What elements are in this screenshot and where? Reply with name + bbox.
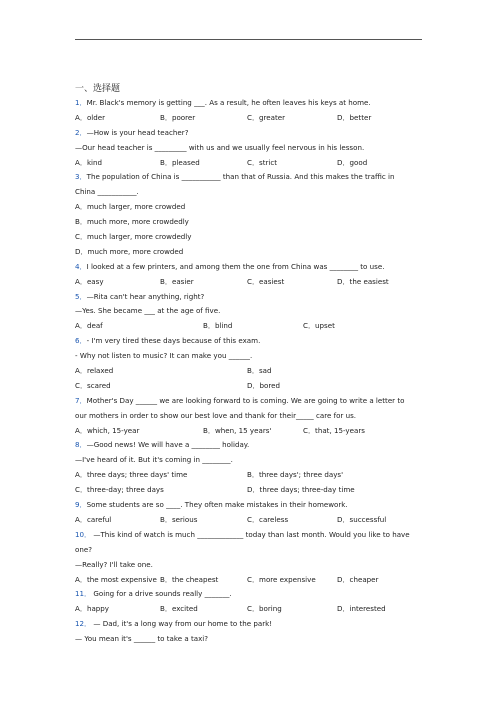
- question-text: —I've heard of it. But it's coming in ________.: [75, 455, 233, 465]
- answer-option[interactable]: C．boring: [247, 604, 282, 614]
- options-row: [75, 111, 425, 126]
- question-text: - I'm very tired these days because of this exam.: [86, 336, 261, 346]
- answer-option[interactable]: C．scared: [75, 380, 111, 390]
- answer-option[interactable]: A．easy: [75, 276, 104, 286]
- question-3: [75, 170, 425, 259]
- answer-option[interactable]: D．interested: [337, 604, 386, 614]
- answer-option[interactable]: D．good: [337, 157, 368, 167]
- answer-option[interactable]: B．easier: [160, 276, 194, 286]
- question-number: 11．: [75, 589, 92, 599]
- question-text: Mother's Day ______ we are looking forward to is coming. We are going to write a letter to: [86, 395, 405, 405]
- answer-option[interactable]: C．easiest: [247, 276, 285, 286]
- question-number: 4．: [75, 261, 87, 271]
- options-row: [75, 513, 425, 528]
- question-text: —This kind of watch is much _____________ today than last month. Would you like to have: [91, 529, 410, 539]
- answer-option[interactable]: A．three days; three days' time: [75, 470, 188, 480]
- answer-option[interactable]: C．three-day; three days: [75, 485, 164, 495]
- question-line: [75, 453, 425, 468]
- question-stem: [75, 587, 425, 602]
- question-text: —Really? I'll take one.: [75, 559, 153, 569]
- answer-option[interactable]: C．greater: [247, 112, 286, 122]
- question-number: 2．: [75, 127, 87, 137]
- answer-option[interactable]: B．excited: [160, 604, 198, 614]
- question-text: Going for a drive sounds really _______.: [91, 589, 232, 599]
- question-10: [75, 528, 425, 588]
- question-text: China ___________.: [75, 187, 139, 197]
- question-11: [75, 587, 425, 617]
- answer-option[interactable]: D．three days; three-day time: [247, 485, 355, 495]
- question-text: Some students are so ____. They often make mistakes in their homework.: [86, 500, 348, 510]
- question-stem: [75, 126, 425, 141]
- question-stem: [75, 334, 425, 349]
- question-line: [75, 185, 425, 200]
- question-line: [75, 304, 425, 319]
- question-text: Mr. Black's memory is getting ___. As a result, he often leaves his keys at home.: [86, 98, 371, 107]
- answer-option[interactable]: B．serious: [160, 514, 198, 524]
- question-1: [75, 96, 425, 126]
- question-9: [75, 498, 425, 528]
- options-row: [75, 468, 425, 483]
- options-row: [75, 156, 425, 171]
- answer-option[interactable]: A．deaf: [75, 321, 103, 331]
- answer-option[interactable]: B．pleased: [160, 157, 200, 167]
- question-8: [75, 438, 425, 498]
- question-list: [75, 96, 425, 647]
- answer-option[interactable]: B．three days'; three days': [247, 470, 344, 480]
- answer-option[interactable]: C．more expensive: [247, 574, 316, 584]
- answer-option[interactable]: D．cheaper: [337, 574, 379, 584]
- question-text: - Why not listen to music? It can make you ______.: [75, 351, 253, 361]
- question-text: —How is your head teacher?: [86, 127, 189, 137]
- options-row: [75, 364, 425, 379]
- question-4: [75, 260, 425, 290]
- question-6: [75, 334, 425, 394]
- question-number: 3．: [75, 172, 87, 182]
- options-row: [75, 602, 425, 617]
- answer-option[interactable]: A．relaxed: [75, 366, 114, 376]
- question-number: 12．: [75, 619, 92, 629]
- answer-option[interactable]: D．bored: [247, 380, 281, 390]
- question-text: —Our head teacher is _________ with us and we usually feel nervous in his lesson.: [75, 142, 365, 152]
- options-row: [75, 275, 425, 290]
- question-text: The population of China is ___________ than that of Russia. And this makes the traffic in: [86, 172, 395, 182]
- question-line: [75, 409, 425, 424]
- answer-option[interactable]: B．sad: [247, 366, 272, 376]
- answer-option[interactable]: B．poorer: [160, 112, 196, 122]
- question-line: [75, 141, 425, 156]
- question-line: [75, 558, 425, 573]
- question-text: — You mean it's ______ to take a taxi?: [75, 634, 209, 644]
- question-5: [75, 290, 425, 335]
- answer-option[interactable]: A．careful: [75, 514, 112, 524]
- question-stem: [75, 260, 425, 275]
- question-2: [75, 126, 425, 171]
- answer-option[interactable]: D．the easiest: [337, 276, 389, 286]
- question-number: 7．: [75, 395, 87, 405]
- answer-option[interactable]: A．which, 15-year: [75, 425, 140, 435]
- answer-option[interactable]: D．successful: [337, 514, 387, 524]
- options-row: [75, 573, 425, 588]
- answer-option[interactable]: B．much more, more crowdedly: [75, 217, 189, 227]
- question-line: [75, 632, 425, 647]
- answer-option[interactable]: C．upset: [303, 321, 335, 331]
- answer-option[interactable]: A．kind: [75, 157, 103, 167]
- question-stem: [75, 394, 425, 409]
- question-text: —Good news! We will have a ________ holiday.: [86, 440, 250, 450]
- header-rule: [75, 39, 422, 40]
- answer-option[interactable]: D．much more, more crowded: [75, 246, 184, 256]
- answer-option[interactable]: A．much larger, more crowded: [75, 202, 186, 212]
- question-text: our mothers in order to show our best love and thank for their_____ care for us.: [75, 410, 357, 420]
- options-row: [75, 319, 425, 334]
- answer-option[interactable]: B．the cheapest: [160, 574, 219, 584]
- question-stem: [75, 617, 425, 632]
- question-text: —Rita can't hear anything, right?: [86, 291, 205, 301]
- question-stem: [75, 96, 425, 111]
- question-number: 1．: [75, 98, 87, 107]
- question-stem: [75, 498, 425, 513]
- answer-option[interactable]: D．better: [337, 112, 372, 122]
- question-number: 10．: [75, 529, 92, 539]
- answer-option[interactable]: C．much larger, more crowdedly: [75, 232, 192, 242]
- question-number: 9．: [75, 500, 87, 510]
- question-number: 6．: [75, 336, 87, 346]
- question-line: [75, 349, 425, 364]
- answer-option[interactable]: C．that, 15-years: [303, 425, 365, 435]
- question-text: one?: [75, 544, 92, 554]
- answer-option[interactable]: A．older: [75, 112, 106, 122]
- question-stem: [75, 438, 425, 453]
- exam-document: [75, 82, 425, 647]
- question-text: —Yes. She became ___ at the age of five.: [75, 306, 221, 316]
- question-line: [75, 543, 425, 558]
- question-text: — Dad, it's a long way from our home to the park!: [91, 619, 273, 629]
- question-stem: [75, 170, 425, 185]
- options-row: [75, 424, 425, 439]
- options-row: [75, 483, 425, 498]
- answer-option[interactable]: B．when, 15 years': [203, 425, 272, 435]
- options-row: [75, 379, 425, 394]
- answer-option[interactable]: C．careless: [247, 514, 289, 524]
- section-title: 一、选择题: [75, 84, 121, 94]
- question-text: I looked at a few printers, and among them the one from China was ________ to use.: [86, 261, 385, 271]
- question-stem: [75, 528, 425, 543]
- question-7: [75, 394, 425, 439]
- question-stem: [75, 290, 425, 305]
- answer-option[interactable]: A．happy: [75, 604, 109, 614]
- answer-option[interactable]: A．the most expensive: [75, 574, 157, 584]
- answer-option[interactable]: B．blind: [203, 321, 233, 331]
- question-12: [75, 617, 425, 647]
- answer-option[interactable]: C．strict: [247, 157, 278, 167]
- question-number: 5．: [75, 291, 87, 301]
- question-number: 8．: [75, 440, 87, 450]
